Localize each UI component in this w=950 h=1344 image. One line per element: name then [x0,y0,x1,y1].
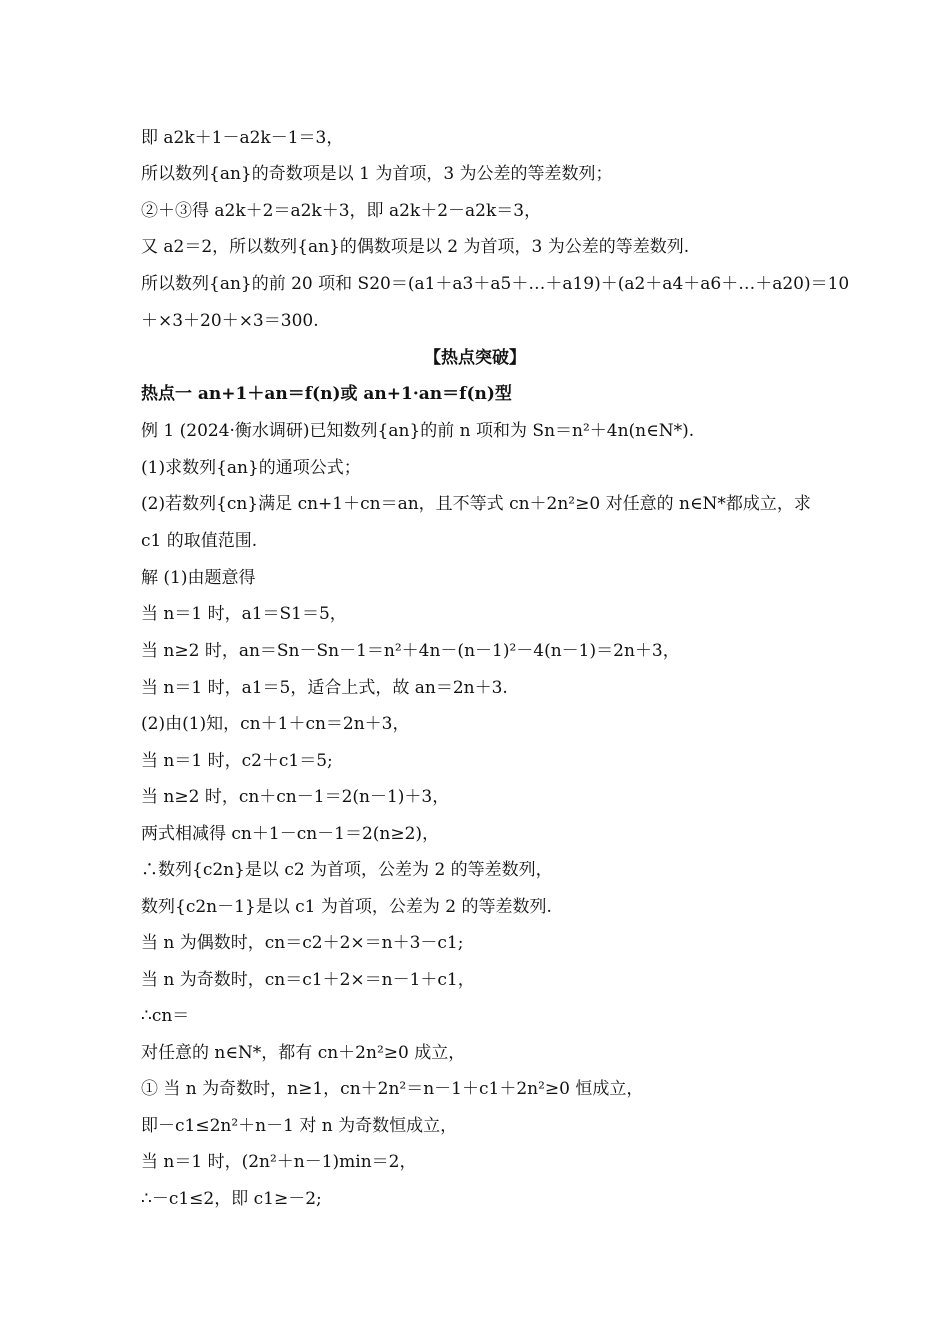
section-heading: 【热点突破】 [424,348,526,368]
text-line: 当 n≥2 时，an＝Sn－Sn－1＝n²＋4n－(n－1)²－4(n－1)＝2n＋3， [141,641,680,661]
text-line: ∴数列{c2n}是以 c2 为首项，公差为 2 的等差数列， [141,860,553,880]
text-line: 所以数列{an}的奇数项是以 1 为首项，3 为公差的等差数列； [141,164,613,184]
text-line: 当 n＝1 时，a1＝5，适合上式，故 an＝2n＋3. [141,678,508,698]
example-problem: 例 1 (2024·衡水调研)已知数列{an}的前 n 项和为 Sn＝n²＋4n(n∈N*). [141,421,695,441]
text-line: 即－c1≤2n²＋n－1 对 n 为奇数恒成立， [141,1116,458,1136]
text-line: 当 n＝1 时，c2＋c1＝5; [141,751,333,771]
text-line: 当 n＝1 时，(2n²＋n－1)min＝2， [141,1152,417,1172]
text-line: (1)求数列{an}的通项公式； [141,458,361,478]
text-line: ②＋③得 a2k＋2＝a2k＋3，即 a2k＋2－a2k＝3， [141,201,542,221]
text-line: ∴－c1≤2，即 c1≥－2; [141,1189,322,1209]
text-line: (2)若数列{cn}满足 cn+1＋cn＝an，且不等式 cn＋2n²≥0 对任意的 n∈N*都成立，求 [141,494,811,514]
text-line: c1 的取值范围. [141,531,258,551]
text-line: 两式相减得 cn＋1－cn－1＝2(n≥2)， [141,824,440,844]
text-line: 当 n 为奇数时，cn＝c1＋2×＝n－1＋c1， [141,970,475,990]
text-line: 当 n≥2 时，cn＋cn－1＝2(n－1)＋3， [141,787,450,807]
text-line: ＋×3＋20＋×3＝300. [141,311,319,331]
text-line: 又 a2＝2，所以数列{an}的偶数项是以 2 为首项，3 为公差的等差数列. [141,237,690,257]
hotspot-heading: 热点一 an+1＋an＝f(n)或 an+1·an＝f(n)型 [141,384,512,404]
text-line: 数列{c2n－1}是以 c1 为首项，公差为 2 的等差数列. [141,897,552,917]
text-line: 对任意的 n∈N*，都有 cn＋2n²≥0 成立， [141,1043,466,1063]
text-line: ∴cn＝ [141,1006,190,1026]
text-line: 当 n 为偶数时，cn＝c2＋2×＝n＋3－c1; [141,933,464,953]
text-line: (2)由(1)知，cn＋1＋cn＝2n＋3， [141,714,410,734]
text-line: 当 n＝1 时，a1＝S1＝5， [141,604,347,624]
text-line: 所以数列{an}的前 20 项和 S20＝(a1＋a3＋a5＋…＋a19)＋(a2＋a4＋a6＋…＋a20)＝10 [141,274,850,294]
text-line: ① 当 n 为奇数时，n≥1，cn＋2n²＝n－1＋c1＋2n²≥0 恒成立， [141,1079,644,1099]
solution-heading: 解 (1)由题意得 [141,568,256,588]
text-line: 即 a2k＋1－a2k－1＝3， [141,128,344,148]
